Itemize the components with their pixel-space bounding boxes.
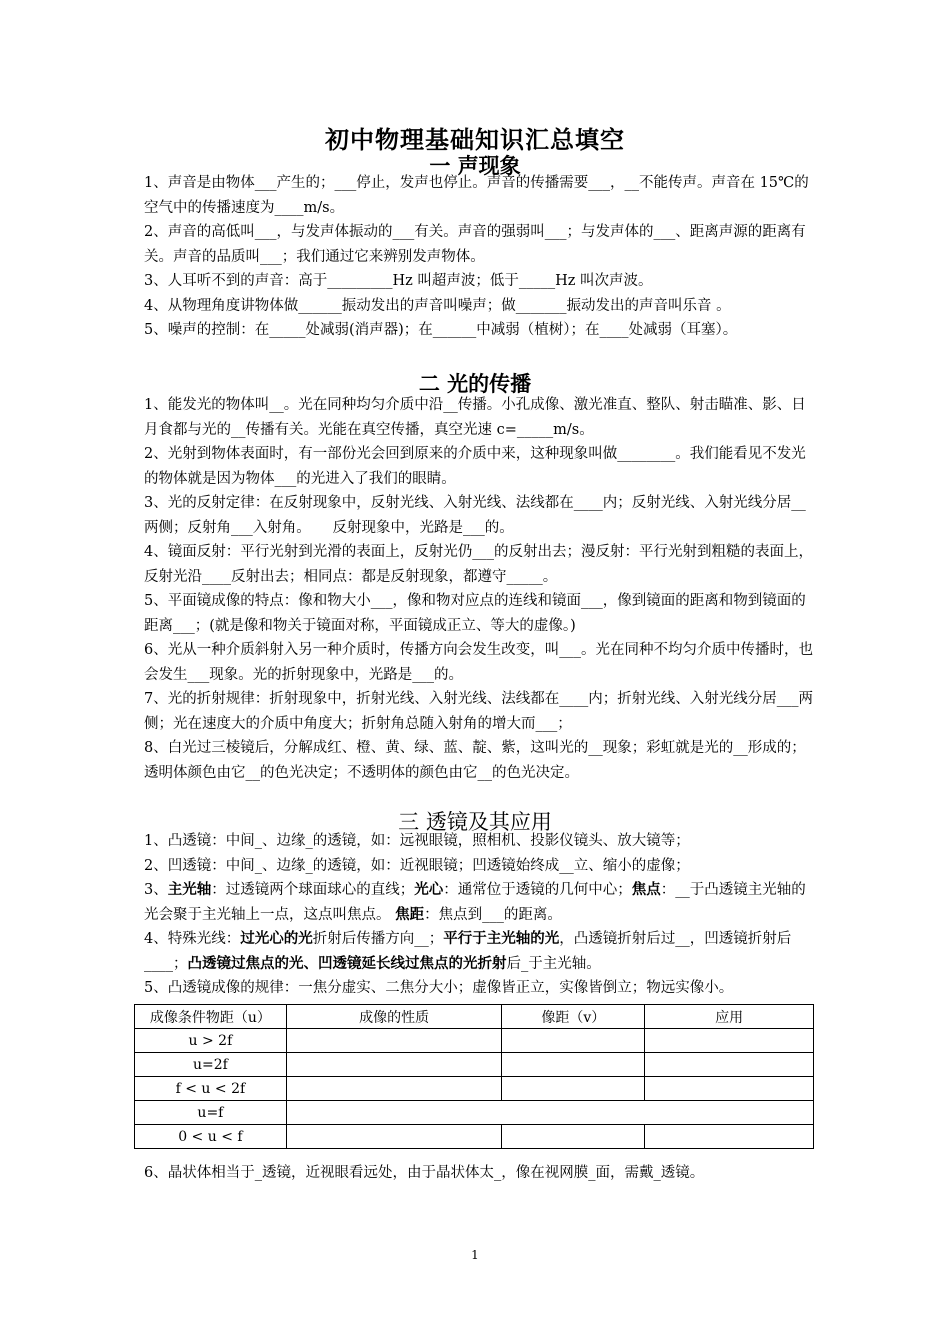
table-cell-blank-merged[interactable] <box>286 1101 813 1125</box>
term-main-axis: 主光轴 <box>167 881 212 898</box>
table-cell-condition: u=f <box>135 1101 287 1125</box>
text-run: ：通常位于透镜的几何中心； <box>443 882 632 898</box>
text-run: ，凸透镜折射后过__，凹透镜折射后____； <box>144 931 792 972</box>
table-cell-blank[interactable] <box>502 1125 645 1149</box>
table-header: 像距（v） <box>502 1005 645 1029</box>
paragraph: 5、凸透镜成像的规律：一焦分虚实、二焦分大小；虚像皆正立，实像皆倒立；物远实像小。 <box>144 980 734 996</box>
table-cell-blank[interactable] <box>286 1053 502 1077</box>
term-focal-length: 焦距 <box>395 905 425 923</box>
table-cell-blank[interactable] <box>286 1077 502 1101</box>
paragraph: 5、平面镜成像的特点：像和物大小___，像和物对应点的连线和镜面___，像到镜面的距离和物到镜面的距离___；(就是像和物关于镜面对称，平面镜成正立、等大的虚像。) <box>144 593 806 634</box>
paragraph: 7、光的折射规律：折射现象中，折射光线、入射光线、法线都在____内；折射光线、入射光线分居___两侧；光在速度大的介质中角度大；折射角总随入射角的增大而___； <box>144 691 813 732</box>
paragraph: 2、声音的高低叫___，与发声体振动的___有关。声音的强弱叫___；与发声体的___、距离声源的距离有关。声音的品质叫___；我们通过它来辨别发声物体。 <box>144 224 806 265</box>
table-cell-blank[interactable] <box>502 1029 645 1053</box>
section-heading-lens: 三 透镜及其应用 <box>398 810 552 834</box>
paragraph: 4、镜面反射：平行光射到光滑的表面上，反射光仍___的反射出去；漫反射：平行光射到粗糙的表面上，反射光沿____反射出去；相同点：都是反射现象，都遵守_____。 <box>144 544 813 585</box>
table-row <box>135 1029 814 1053</box>
paragraph: 6、光从一种介质斜射入另一种介质时，传播方向会发生改变，叫___。光在同种不均匀介质中传播时，也会发生___现象。光的折射现象中，光路是___的。 <box>144 642 813 683</box>
paragraph: 1、声音是由物体___产生的；___停止，发声也停止。声音的传播需要___，__不能传声。声音在 15℃的空气中的传播速度为____m/s。 <box>144 175 809 216</box>
table-row <box>135 1053 814 1077</box>
term-focus-ray: 凸透镜过焦点的光、凹透镜延长线过焦点的光折射 <box>187 954 507 972</box>
table-header: 成像条件物距（u） <box>135 1005 287 1029</box>
page-title: 初中物理基础知识汇总填空 <box>325 125 625 154</box>
table-cell-blank[interactable] <box>645 1053 814 1077</box>
table-row <box>135 1077 814 1101</box>
table-header-row <box>135 1005 814 1029</box>
section-lens-body <box>144 829 814 1001</box>
paragraph: 3、人耳听不到的声音：高于_________Hz 叫超声波；低于_____Hz 叫次声波。 <box>144 273 653 289</box>
table-cell-blank[interactable] <box>286 1125 502 1149</box>
term-focus: 焦点 <box>631 881 661 898</box>
text-run: 3、 <box>144 882 168 898</box>
table-cell-blank[interactable] <box>645 1125 814 1149</box>
term-optical-center: 光心 <box>414 881 444 898</box>
section-heading-sound: 一 声现象 <box>429 153 521 178</box>
paragraph <box>144 878 814 927</box>
text-run: 4、特殊光线： <box>144 931 241 947</box>
table-cell-blank[interactable] <box>645 1077 814 1101</box>
term-parallel-ray: 平行于主光轴的光 <box>443 930 560 947</box>
term-optical-center-ray: 过光心的光 <box>240 930 313 947</box>
table-cell-condition: u > 2f <box>135 1029 287 1053</box>
text-run: 后_于主光轴。 <box>506 955 601 972</box>
table-row <box>135 1101 814 1125</box>
table-header: 成像的性质 <box>286 1005 502 1029</box>
table-cell-blank[interactable] <box>502 1077 645 1101</box>
section-sound-body <box>144 171 814 343</box>
page-number: 1 <box>471 1248 479 1262</box>
table-cell-condition: 0 < u < f <box>135 1125 287 1149</box>
text-run: 折射后传播方向__； <box>312 931 444 947</box>
paragraph: 4、从物理角度讲物体做______振动发出的声音叫噪声；做_______振动发出的声音叫乐音 。 <box>144 297 731 314</box>
table-cell-condition: f < u < 2f <box>135 1077 287 1101</box>
table-row <box>135 1125 814 1149</box>
paragraph: 8、白光过三棱镜后，分解成红、橙、黄、绿、蓝、靛、紫，这叫光的__现象；彩虹就是光的__形成的；透明体颜色由它__的色光决定；不透明体的颜色由它__的色光决定。 <box>144 740 806 781</box>
paragraph <box>144 927 814 976</box>
text-run: ：焦点到___的距离。 <box>424 906 562 923</box>
paragraph: 6、晶状体相当于_透镜，近视眼看远处，由于晶状体太_，像在视网膜_面，需戴_透镜。 <box>144 1165 705 1181</box>
paragraph: 2、凹透镜：中间_、边缘_的透镜，如：近视眼镜；凹透镜始终成__立、缩小的虚像； <box>144 857 690 874</box>
paragraph: 2、光射到物体表面时，有一部份光会回到原来的介质中来，这种现象叫做________。我们能看见不发光的物体就是因为物体___的光进入了我们的眼睛。 <box>144 446 806 487</box>
table-cell-blank[interactable] <box>645 1029 814 1053</box>
text-run: ：__于凸透镜主光轴的光会聚于主光轴上一点，这点叫焦点。 <box>144 882 806 923</box>
table-header: 应用 <box>645 1005 814 1029</box>
paragraph: 5、噪声的控制：在_____处减弱(消声器)；在______中减弱（植树）；在____处减弱（耳塞）。 <box>144 322 738 338</box>
paragraph: 1、能发光的物体叫__。光在同种均匀介质中沿__传播。小孔成像、激光准直、整队、射击瞄准、影、日月食都与光的__传播有关。光能在真空传播，真空光速 c=_____m/s。 <box>144 397 806 438</box>
text-run: ：过透镜两个球面球心的直线； <box>211 882 415 898</box>
paragraph: 1、凸透镜：中间_、边缘_的透镜，如：远视眼镜，照相机、投影仪镜头、放大镜等； <box>144 833 690 849</box>
table-cell-blank[interactable] <box>286 1029 502 1053</box>
section-light-body <box>144 393 814 785</box>
table-cell-condition: u=2f <box>135 1053 287 1077</box>
imaging-table <box>134 1004 814 1149</box>
paragraph: 3、光的反射定律：在反射现象中，反射光线、入射光线、法线都在____内；反射光线、入射光线分居__两侧；反射角___入射角。 反射现象中，光路是___的。 <box>144 495 806 536</box>
table-cell-blank[interactable] <box>502 1053 645 1077</box>
section-heading-light: 二 光的传播 <box>418 371 532 396</box>
section-lens-tail <box>144 1161 814 1186</box>
